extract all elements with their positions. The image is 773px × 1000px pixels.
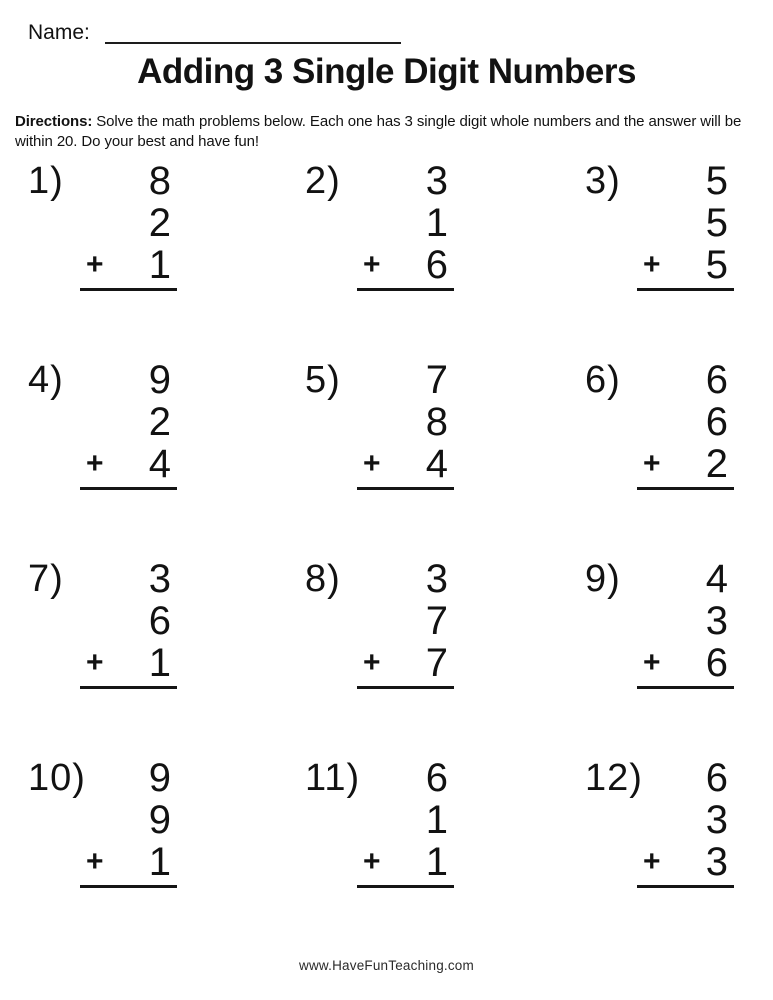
addend-3-row (80, 841, 177, 883)
plus-icon: + (643, 646, 661, 679)
addend-1: 6 (705, 358, 728, 402)
addend-3: 1 (148, 840, 171, 884)
directions (15, 112, 761, 152)
addend-3: 1 (148, 641, 171, 685)
problem (28, 757, 305, 956)
answer-line (80, 288, 177, 291)
problem (305, 359, 585, 558)
problem-number: 1) (28, 160, 64, 202)
addend-1: 5 (705, 159, 728, 203)
addition-block (637, 558, 734, 689)
addend-3: 6 (705, 641, 728, 685)
addend-2: 7 (425, 599, 448, 643)
problem (28, 359, 305, 558)
answer-line (80, 885, 177, 888)
name-blank-line (105, 24, 401, 44)
problem-number: 5) (305, 359, 341, 401)
addend-3: 1 (148, 243, 171, 287)
addend-2: 5 (705, 201, 728, 245)
addend-3: 1 (425, 840, 448, 884)
problem-number: 8) (305, 558, 341, 600)
addend-1: 9 (148, 756, 171, 800)
problem (28, 558, 305, 757)
problem-number: 3) (585, 160, 621, 202)
addend-3: 7 (425, 641, 448, 685)
addend-1: 7 (425, 358, 448, 402)
addition-block (80, 160, 177, 291)
problem (28, 160, 305, 359)
answer-line (637, 885, 734, 888)
name-row (28, 22, 401, 44)
directions-text: Solve the math problems below. Each one has 3 single digit whole numbers and the answer will be within 20. Do your best and have fun! (15, 113, 742, 150)
plus-icon: + (363, 845, 381, 878)
addend-3: 4 (425, 442, 448, 486)
plus-icon: + (643, 447, 661, 480)
addition-block (637, 160, 734, 291)
addition-block (357, 359, 454, 490)
plus-icon: + (643, 845, 661, 878)
problem-number: 10) (28, 757, 86, 799)
addend-3-row (637, 642, 734, 684)
addend-2: 3 (705, 599, 728, 643)
addition-block (357, 757, 454, 888)
answer-line (357, 686, 454, 689)
addend-3: 5 (705, 243, 728, 287)
addition-block (80, 757, 177, 888)
problem-number: 11) (305, 757, 361, 799)
problem-number: 4) (28, 359, 64, 401)
addend-1: 4 (705, 557, 728, 601)
answer-line (637, 487, 734, 490)
addend-3: 3 (705, 840, 728, 884)
footer-url: www.HaveFunTeaching.com (299, 958, 474, 973)
directions-label: Directions: (15, 113, 93, 130)
addend-3-row (80, 244, 177, 286)
answer-line (357, 885, 454, 888)
problem (585, 160, 773, 359)
addend-2: 8 (425, 400, 448, 444)
addend-1: 3 (148, 557, 171, 601)
addition-block (80, 359, 177, 490)
problem-number: 12) (585, 757, 643, 799)
plus-icon: + (363, 646, 381, 679)
answer-line (357, 288, 454, 291)
addend-3-row (357, 841, 454, 883)
plus-icon: + (86, 646, 104, 679)
name-label: Name: (28, 21, 90, 44)
addend-2: 6 (148, 599, 171, 643)
addend-1: 6 (705, 756, 728, 800)
problem-number: 2) (305, 160, 341, 202)
addend-2: 2 (148, 201, 171, 245)
problem-number: 9) (585, 558, 621, 600)
addend-2: 6 (705, 400, 728, 444)
addend-2: 9 (148, 798, 171, 842)
addend-3-row (637, 841, 734, 883)
addend-3-row (357, 443, 454, 485)
addend-1: 6 (425, 756, 448, 800)
addend-3-row (80, 443, 177, 485)
answer-line (637, 686, 734, 689)
plus-icon: + (363, 447, 381, 480)
plus-icon: + (86, 447, 104, 480)
problem (585, 359, 773, 558)
addend-2: 3 (705, 798, 728, 842)
problem (585, 757, 773, 956)
addend-3: 2 (705, 442, 728, 486)
problem-number: 6) (585, 359, 621, 401)
plus-icon: + (86, 248, 104, 281)
addend-3-row (80, 642, 177, 684)
addition-block (637, 359, 734, 490)
answer-line (357, 487, 454, 490)
addend-3: 6 (425, 243, 448, 287)
addend-2: 1 (425, 201, 448, 245)
addend-1: 8 (148, 159, 171, 203)
answer-line (80, 487, 177, 490)
addend-1: 3 (425, 557, 448, 601)
plus-icon: + (643, 248, 661, 281)
problem (305, 558, 585, 757)
plus-icon: + (363, 248, 381, 281)
answer-line (637, 288, 734, 291)
problem (305, 160, 585, 359)
addend-3-row (637, 443, 734, 485)
addition-block (357, 160, 454, 291)
addition-block (357, 558, 454, 689)
problem-number: 7) (28, 558, 64, 600)
addition-block (637, 757, 734, 888)
problems-grid (28, 160, 773, 956)
answer-line (80, 686, 177, 689)
problem (305, 757, 585, 956)
addend-2: 2 (148, 400, 171, 444)
addend-3-row (357, 642, 454, 684)
addition-block (80, 558, 177, 689)
plus-icon: + (86, 845, 104, 878)
addend-2: 1 (425, 798, 448, 842)
addend-1: 9 (148, 358, 171, 402)
addend-3: 4 (148, 442, 171, 486)
problem (585, 558, 773, 757)
addend-1: 3 (425, 159, 448, 203)
addend-3-row (637, 244, 734, 286)
page-title: Adding 3 Single Digit Numbers (137, 52, 636, 91)
addend-3-row (357, 244, 454, 286)
